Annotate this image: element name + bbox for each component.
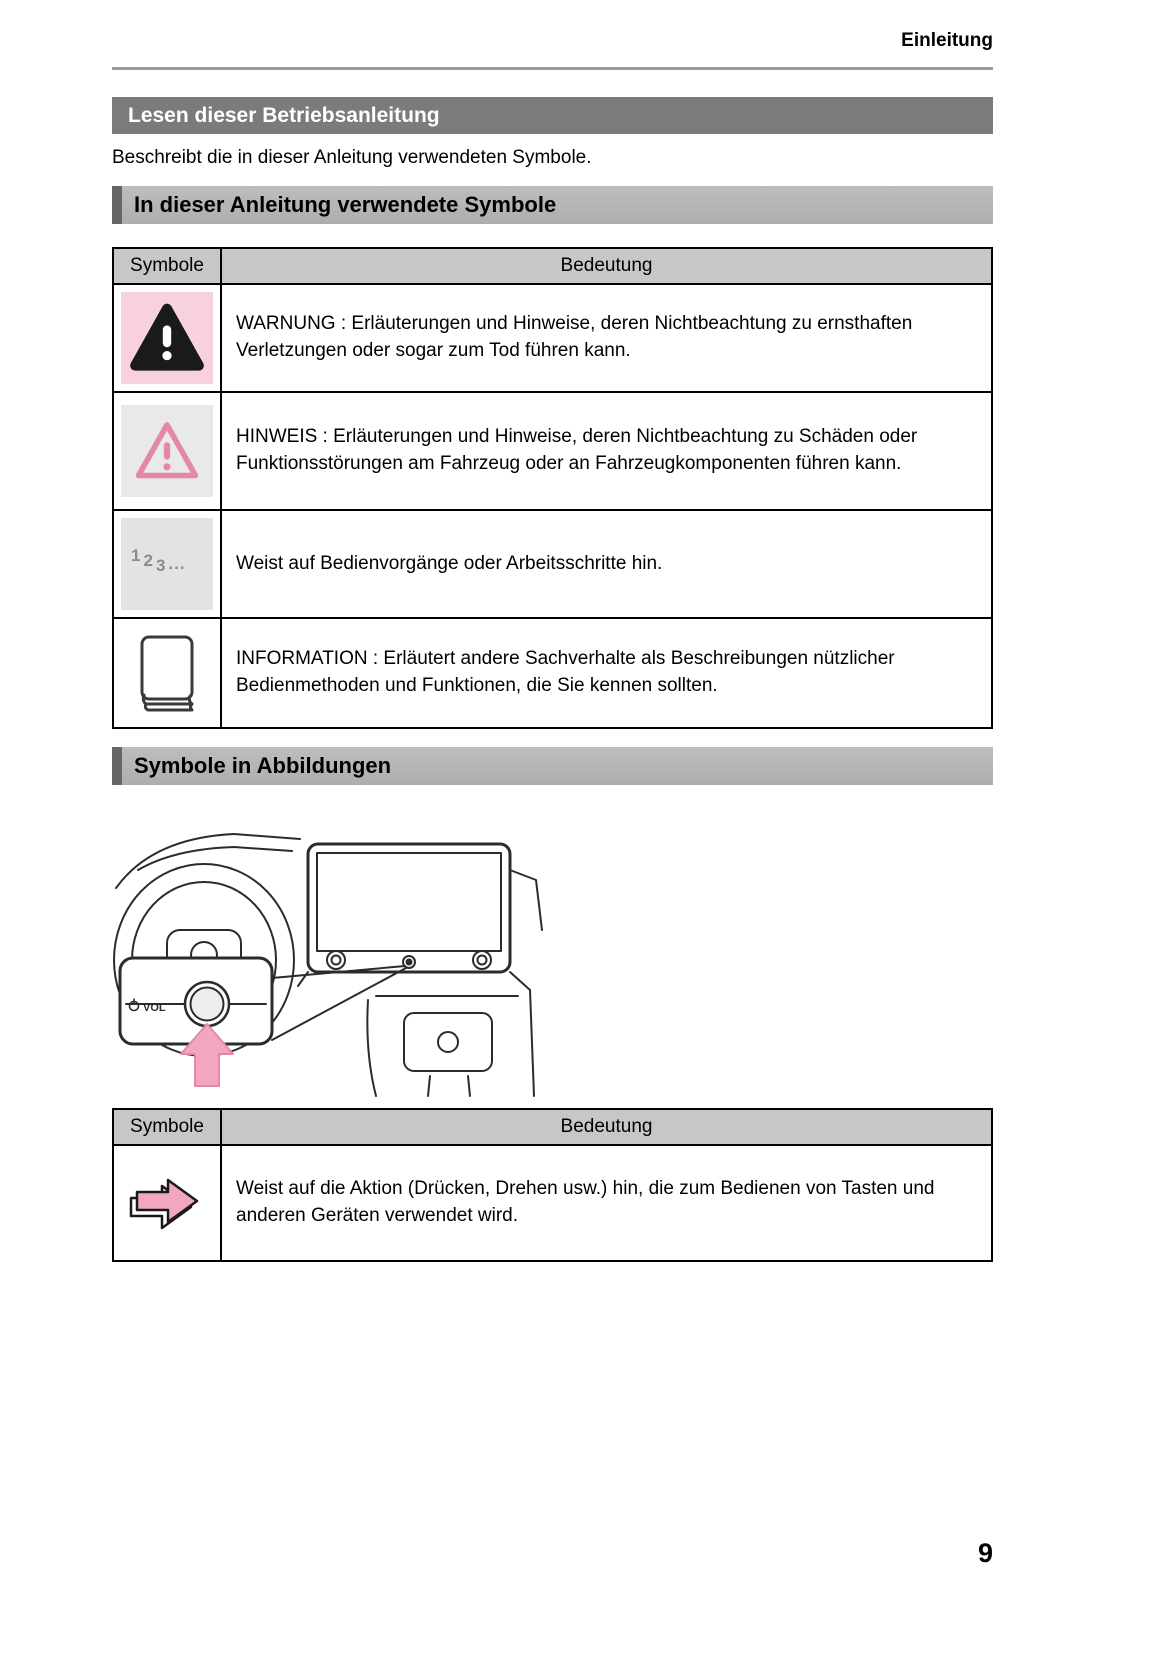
col-header-symbole: Symbole (113, 1109, 221, 1145)
table-row (113, 1145, 992, 1261)
section-title-text: In dieser Anleitung verwendete Symbole (122, 186, 993, 224)
section-title-illustrations (112, 747, 993, 785)
dashboard-graphic (112, 808, 545, 1098)
table-header-row (113, 1109, 992, 1145)
dashboard-illustration (112, 808, 545, 1098)
callout-box (120, 958, 272, 1044)
vol-label: VOL (143, 1002, 166, 1014)
action-arrow-icon (121, 1157, 213, 1249)
row-meaning: Weist auf Bedienvorgänge oder Arbeitsschritte hin. (221, 510, 992, 618)
table-row (113, 510, 992, 618)
caution-triangle-graphic (130, 417, 204, 485)
dash-right-line (510, 870, 542, 930)
step-digit: 1 (131, 546, 141, 565)
row-meaning: HINWEIS : Erläuterungen und Hinweise, deren Nichtbeachtung zu Schäden oder Funktionsstörungen am Fahrzeug oder an Fahrzeugkomponenten führen kann. (221, 392, 992, 510)
information-book-icon (121, 627, 213, 719)
section-title-bar (112, 186, 122, 224)
chapter-header: Einleitung (901, 30, 993, 51)
header-rule (112, 67, 993, 70)
table-row (113, 284, 992, 392)
col-header-bedeutung: Bedeutung (221, 248, 992, 284)
col-header-symbole: Symbole (113, 248, 221, 284)
book-graphic (136, 633, 198, 713)
symbols-table (112, 247, 993, 729)
col-header-bedeutung: Bedeutung (221, 1109, 992, 1145)
step-digit: 3 (155, 556, 166, 575)
steps-icon (121, 518, 213, 610)
section-title-bar (112, 747, 122, 785)
caution-triangle-icon (121, 405, 213, 497)
infotainment-screen (308, 844, 510, 972)
row-meaning: Weist auf die Aktion (Drücken, Drehen usw.) hin, die zum Bedienen von Tasten und anderen Geräten verwendet wird. (221, 1145, 992, 1261)
step-dots: ... (168, 554, 186, 573)
warning-triangle-icon (121, 292, 213, 384)
row-meaning: INFORMATION : Erläutert andere Sachverhalte als Beschreibungen nützlicher Bedienmethoden und Funktionen, die Sie kennen sollten. (221, 618, 992, 728)
table-row (113, 392, 992, 510)
illustration-symbols-table (112, 1108, 993, 1262)
table-header-row (113, 248, 992, 284)
warning-triangle-graphic (128, 302, 206, 374)
console-right-line (510, 972, 534, 1096)
section-title-text: Symbole in Abbildungen (122, 747, 993, 785)
row-meaning: WARNUNG : Erläuterungen und Hinweise, deren Nichtbeachtung zu ernsthaften Verletzungen oder sogar zum Tod führen kann. (221, 284, 992, 392)
section-title-symbols (112, 186, 993, 224)
intro-text: Beschreibt die in dieser Anleitung verwendeten Symbole. (112, 147, 592, 168)
action-arrow-graphic (128, 1174, 206, 1232)
center-console (367, 996, 518, 1096)
dash-hood-line (116, 834, 300, 888)
table-row (113, 618, 992, 728)
page-number: 9 (977, 1538, 993, 1568)
banner-title: Lesen dieser Betriebsanleitung (112, 97, 993, 134)
step-digit: 2 (143, 551, 153, 570)
